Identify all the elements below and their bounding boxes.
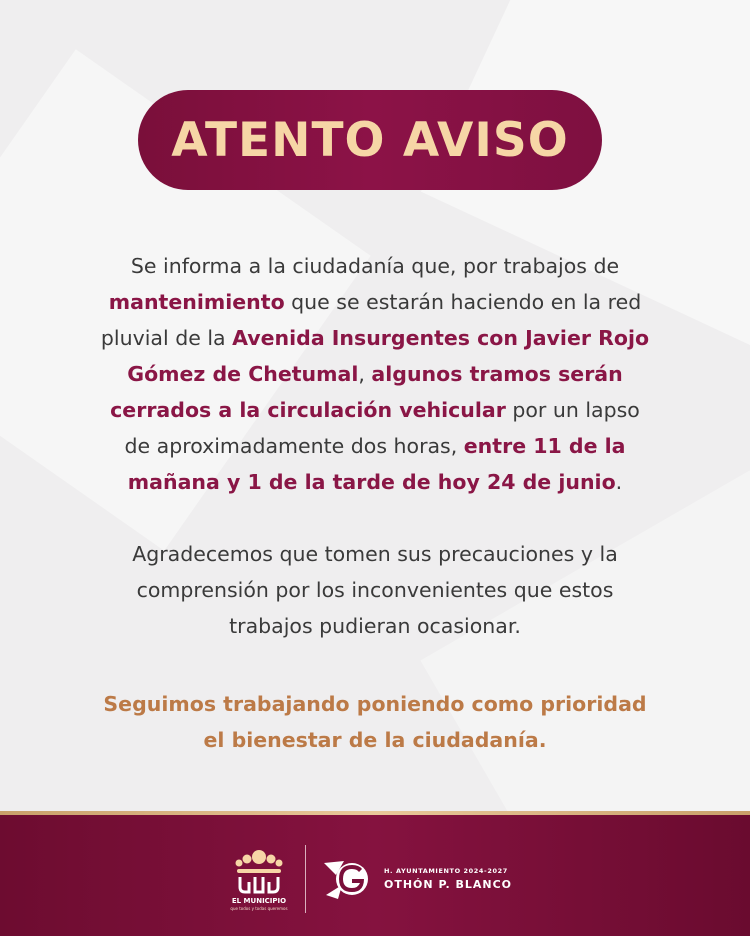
ayuntamiento-block bbox=[384, 867, 512, 891]
municipio-logo bbox=[226, 847, 292, 917]
highlight-text: Avenida Insurgentes con Javier Rojo Gómez de Chetumal bbox=[127, 326, 650, 386]
body-text-segment: , bbox=[358, 362, 372, 386]
municipio-emblem-icon bbox=[231, 847, 287, 895]
logo-divider bbox=[305, 845, 306, 913]
notice-paragraph-thanks: Agradecemos que tomen sus precauciones y la comprensión por los inconvenientes que estos trabajos pudieran ocasionar. bbox=[132, 542, 618, 638]
title-banner bbox=[138, 90, 602, 190]
closing-statement: Seguimos trabajando poniendo como prioridad el bienestar de la ciudadanía. bbox=[103, 692, 647, 752]
body-text-segment: . bbox=[615, 470, 623, 494]
othon-p-blanco-emblem-icon bbox=[322, 857, 374, 901]
footer-bar bbox=[0, 815, 750, 936]
highlight-text: algunos tramos serán cerrados a la circulación vehicular bbox=[110, 362, 623, 422]
page-title: ATENTO AVISO bbox=[171, 112, 569, 168]
municipio-logo-tagline: que todos y todas queremos bbox=[230, 906, 288, 911]
body-text-segment: que se estarán haciendo en la red pluvial de la bbox=[100, 290, 642, 350]
ayuntamiento-period: H. AYUNTAMIENTO 2024-2027 bbox=[384, 867, 508, 875]
ayuntamiento-name: OTHÓN P. BLANCO bbox=[384, 878, 513, 891]
notice-body bbox=[100, 248, 650, 680]
municipio-logo-name: EL MUNICIPIO bbox=[231, 897, 287, 905]
highlight-text: mantenimiento bbox=[108, 290, 285, 314]
body-text-segment: por un lapso de aproximadamente dos horas, bbox=[124, 398, 640, 458]
notice-paragraph-main bbox=[100, 248, 650, 500]
body-text-segment: Se informa a la ciudadanía que, por trabajos de bbox=[130, 254, 620, 278]
highlight-text: entre 11 de la mañana y 1 de la tarde de hoy 24 de junio bbox=[127, 434, 626, 494]
